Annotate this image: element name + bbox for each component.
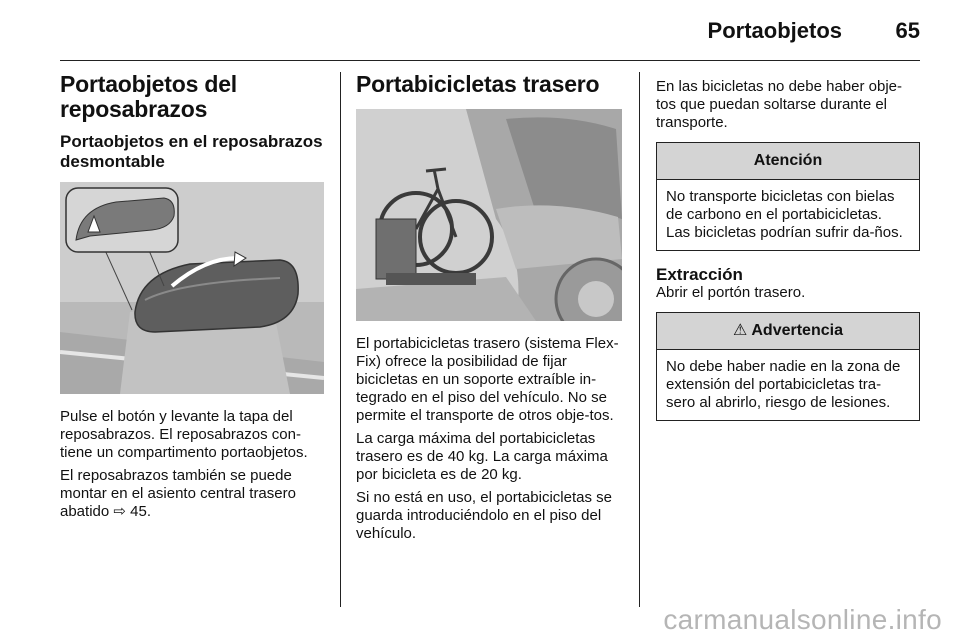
- warning-triangle-icon: ⚠: [733, 322, 748, 339]
- removal-text: Abrir el portón trasero.: [656, 284, 806, 301]
- removal-title: Extracción: [656, 265, 743, 284]
- reference-arrow-icon: ⇨: [113, 503, 126, 520]
- column-divider-2: [639, 72, 640, 607]
- section-title-armrest: Portaobjetos del reposabrazos: [60, 71, 237, 122]
- armrest-illustration: [60, 182, 324, 394]
- header-title: Portaobjetos: [707, 18, 842, 43]
- section-title-bike-carrier: Portabicicletas trasero: [356, 71, 600, 97]
- attention-text: No transporte bicicletas con bielas de carbono en el portabicicletas. Las bicicletas podrían sufrir da-ños.: [666, 188, 903, 241]
- page-reference-number: 45.: [130, 503, 151, 520]
- paragraph-loose-objects: En las bicicletas no debe haber obje-tos que puedan soltarse durante el transporte.: [656, 78, 902, 131]
- paragraph-bike-carrier-3: Si no está en uso, el portabicicletas se guarda introduciéndolo en el piso del vehículo.: [356, 489, 612, 542]
- paragraph-bike-carrier-1: El portabicicletas trasero (sistema Flex-Fix) ofrece la posibilidad de fijar bicicletas en un soporte extraíble in-tegrado en el piso del vehículo. No se permite el transporte de otros obje-tos.: [356, 335, 619, 424]
- page-header: [60, 0, 920, 62]
- attention-title: Atención: [657, 143, 919, 180]
- warning-text: No debe haber nadie en la zona de extensión del portabicicletas tra-sero al abrirlo, riesgo de lesiones.: [666, 358, 901, 411]
- paragraph-armrest-1: Pulse el botón y levante la tapa del reposabrazos. El reposabrazos con-tiene un compartimento portaobjetos.: [60, 408, 308, 461]
- paragraph-bike-carrier-2: La carga máxima del portabicicletas trasero es de 40 kg. La carga máxima por bicicleta es de 20 kg.: [356, 430, 608, 483]
- warning-header: [657, 313, 919, 350]
- subsection-title-removable-armrest: Portaobjetos en el reposabrazos desmontable: [60, 132, 323, 171]
- page-reference[interactable]: [113, 503, 151, 520]
- column-armrest: [60, 72, 324, 526]
- column-bike-carrier: [356, 72, 622, 548]
- column-notices: [656, 78, 920, 421]
- header-rule: [60, 60, 920, 61]
- page-number: 65: [895, 18, 920, 43]
- bike-carrier-illustration: [356, 109, 622, 321]
- attention-notice: [656, 142, 920, 251]
- paragraph-armrest-2: [60, 467, 324, 521]
- warning-notice: [656, 312, 920, 421]
- column-divider-1: [340, 72, 341, 607]
- paragraph-armrest-2-text: El reposabrazos también se puede montar en el asiento central trasero abatido: [60, 467, 296, 520]
- warning-title: Advertencia: [751, 322, 843, 339]
- watermark: carmanualsonline.info: [663, 604, 942, 635]
